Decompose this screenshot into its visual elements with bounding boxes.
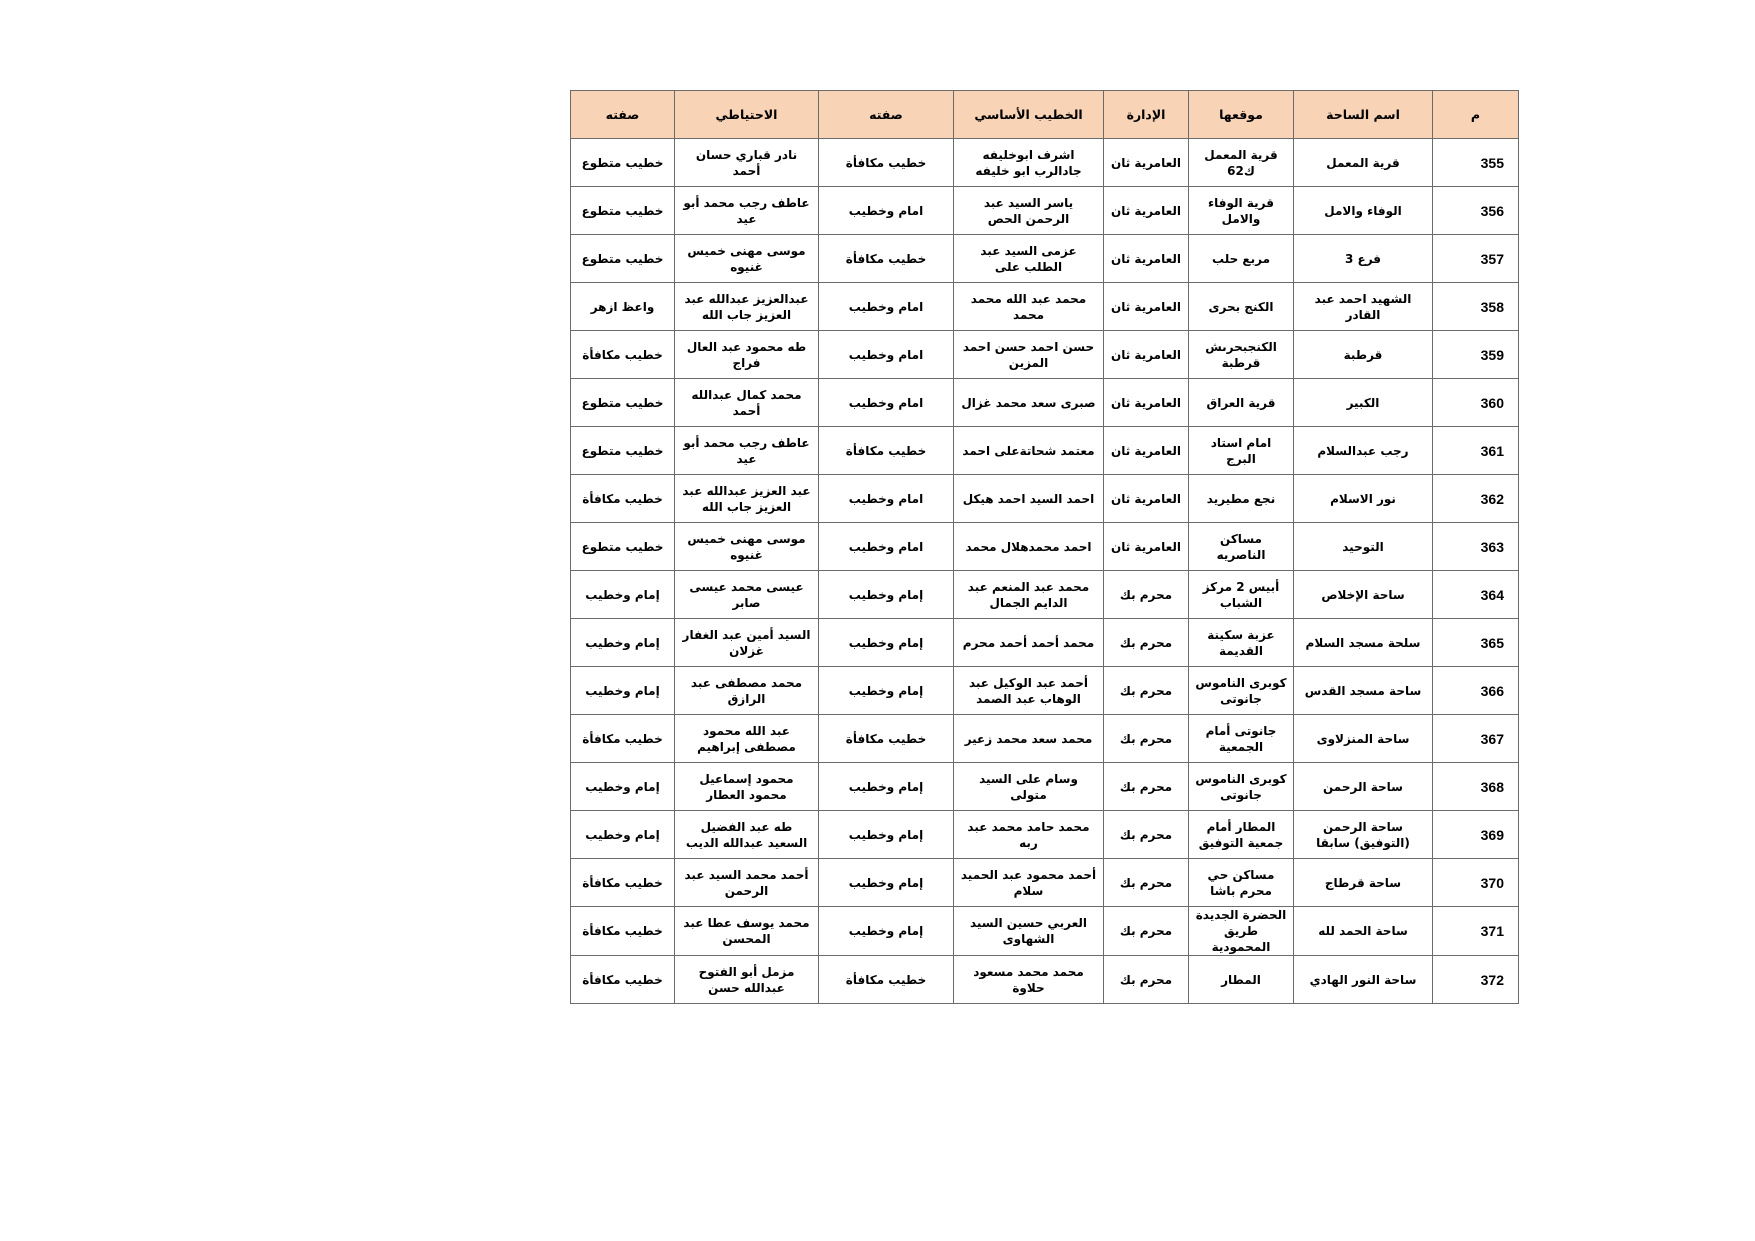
cell-num: 356 [1433, 187, 1519, 235]
cell-square-name: الشهيد احمد عبد القادر [1294, 283, 1433, 331]
cell-main-role: امام وخطيب [819, 379, 954, 427]
cell-backup-role: خطيب مكافأة [571, 907, 675, 956]
cell-main-preacher: معتمد شحاتةعلى احمد [954, 427, 1104, 475]
cell-administration: العامرية ثان [1104, 187, 1189, 235]
cell-location: مساكن الناصريه [1189, 523, 1294, 571]
cell-backup-preacher: محمد كمال عبدالله أحمد [675, 379, 819, 427]
table-header-row [571, 91, 1519, 139]
cell-main-preacher: محمد أحمد أحمد محرم [954, 619, 1104, 667]
cell-backup-preacher: طه محمود عبد العال فراج [675, 331, 819, 379]
cell-administration: محرم بك [1104, 811, 1189, 859]
cell-num: 357 [1433, 235, 1519, 283]
header-main-preacher: الخطيب الأساسي [954, 91, 1104, 139]
cell-main-role: امام وخطيب [819, 523, 954, 571]
cell-administration: العامرية ثان [1104, 379, 1189, 427]
table-row [571, 235, 1519, 283]
cell-square-name: قرطبة [1294, 331, 1433, 379]
cell-square-name: ساحة الحمد لله [1294, 907, 1433, 956]
cell-main-preacher: عزمى السيد عبد الطلب على [954, 235, 1104, 283]
table-row [571, 283, 1519, 331]
table-row [571, 427, 1519, 475]
table-row [571, 619, 1519, 667]
cell-square-name: التوحيد [1294, 523, 1433, 571]
table-row [571, 956, 1519, 1004]
cell-administration: العامرية ثان [1104, 283, 1189, 331]
cell-backup-role: واعظ ازهر [571, 283, 675, 331]
cell-backup-preacher: طه عبد الفضيل السعيد عبدالله الديب [675, 811, 819, 859]
header-square-name: اسم الساحة [1294, 91, 1433, 139]
preachers-table [570, 90, 1519, 1004]
cell-backup-preacher: موسى مهنى خميس غنيوه [675, 523, 819, 571]
header-main-role: صفته [819, 91, 954, 139]
cell-administration: العامرية ثان [1104, 331, 1189, 379]
cell-location: الكنج بحرى [1189, 283, 1294, 331]
cell-backup-role: خطيب متطوع [571, 139, 675, 187]
table-row [571, 571, 1519, 619]
cell-main-preacher: محمد حامد محمد عبد ربه [954, 811, 1104, 859]
cell-backup-role: خطيب مكافأة [571, 859, 675, 907]
cell-backup-role: خطيب مكافأة [571, 475, 675, 523]
table-row [571, 715, 1519, 763]
cell-num: 358 [1433, 283, 1519, 331]
cell-location: المطار [1189, 956, 1294, 1004]
table-row [571, 811, 1519, 859]
header-administration: الإدارة [1104, 91, 1189, 139]
cell-main-role: خطيب مكافأة [819, 139, 954, 187]
cell-main-preacher: محمد محمد مسعود حلاوة [954, 956, 1104, 1004]
cell-num: 371 [1433, 907, 1519, 956]
cell-location: المطار أمام جمعية التوفيق [1189, 811, 1294, 859]
cell-administration: العامرية ثان [1104, 523, 1189, 571]
cell-backup-role: خطيب متطوع [571, 187, 675, 235]
cell-administration: محرم بك [1104, 956, 1189, 1004]
cell-square-name: الكبير [1294, 379, 1433, 427]
header-num: م [1433, 91, 1519, 139]
cell-location: قرية المعمل ك62 [1189, 139, 1294, 187]
cell-administration: محرم بك [1104, 667, 1189, 715]
cell-main-preacher: محمد عبد الله محمد محمد [954, 283, 1104, 331]
cell-num: 362 [1433, 475, 1519, 523]
cell-square-name: ساحة المنزلاوى [1294, 715, 1433, 763]
cell-backup-preacher: السيد أمين عبد الغفار غزلان [675, 619, 819, 667]
cell-square-name: رجب عبدالسلام [1294, 427, 1433, 475]
cell-main-preacher: احمد السيد احمد هيكل [954, 475, 1104, 523]
cell-location: الكنجبحرىش قرطبة [1189, 331, 1294, 379]
cell-backup-preacher: عبدالعزيز عبدالله عبد العزيز جاب الله [675, 283, 819, 331]
cell-administration: العامرية ثان [1104, 475, 1189, 523]
cell-backup-role: خطيب مكافأة [571, 956, 675, 1004]
table-row [571, 187, 1519, 235]
cell-backup-preacher: نادر قباري حسان أحمد [675, 139, 819, 187]
cell-location: عزبة سكينة القديمة [1189, 619, 1294, 667]
cell-administration: محرم بك [1104, 571, 1189, 619]
cell-num: 360 [1433, 379, 1519, 427]
cell-square-name: ساحة الإخلاص [1294, 571, 1433, 619]
cell-main-role: إمام وخطيب [819, 907, 954, 956]
cell-backup-preacher: أحمد محمد السيد عبد الرحمن [675, 859, 819, 907]
cell-main-preacher: محمد سعد محمد زعير [954, 715, 1104, 763]
cell-main-preacher: محمد عبد المنعم عبد الدايم الجمال [954, 571, 1104, 619]
cell-location: جانوتى أمام الجمعية [1189, 715, 1294, 763]
cell-main-role: إمام وخطيب [819, 859, 954, 907]
cell-location: مربع حلب [1189, 235, 1294, 283]
cell-main-role: امام وخطيب [819, 475, 954, 523]
cell-backup-role: خطيب مكافأة [571, 715, 675, 763]
cell-backup-preacher: محمود إسماعيل محمود العطار [675, 763, 819, 811]
cell-main-preacher: احمد محمدهلال محمد [954, 523, 1104, 571]
cell-main-role: خطيب مكافأة [819, 427, 954, 475]
cell-main-preacher: حسن احمد حسن احمد المزين [954, 331, 1104, 379]
cell-backup-preacher: عبد العزيز عبدالله عبد العزيز جاب الله [675, 475, 819, 523]
cell-location: أبيس 2 مركز الشباب [1189, 571, 1294, 619]
cell-backup-preacher: محمد مصطفى عبد الرازق [675, 667, 819, 715]
cell-num: 370 [1433, 859, 1519, 907]
header-backup-role: صفته [571, 91, 675, 139]
cell-square-name: ساحة الرحمن [1294, 763, 1433, 811]
cell-num: 366 [1433, 667, 1519, 715]
cell-square-name: قرية المعمل [1294, 139, 1433, 187]
cell-num: 369 [1433, 811, 1519, 859]
cell-square-name: ساحة النور الهادي [1294, 956, 1433, 1004]
cell-backup-preacher: موسى مهنى خميس غنيوه [675, 235, 819, 283]
cell-square-name: فرع 3 [1294, 235, 1433, 283]
table-row [571, 379, 1519, 427]
table-body [571, 139, 1519, 1004]
cell-location: نجع مطيريد [1189, 475, 1294, 523]
table-row [571, 907, 1519, 956]
header-backup-preacher: الاحتياطي [675, 91, 819, 139]
cell-backup-role: خطيب متطوع [571, 379, 675, 427]
cell-main-preacher: أحمد محمود عبد الحميد سلام [954, 859, 1104, 907]
cell-backup-preacher: مزمل أبو الفتوح عبدالله حسن [675, 956, 819, 1004]
cell-administration: محرم بك [1104, 907, 1189, 956]
cell-administration: محرم بك [1104, 715, 1189, 763]
cell-backup-preacher: عبد الله محمود مصطفى إبراهيم [675, 715, 819, 763]
table-row [571, 523, 1519, 571]
cell-location: مساكن حي محرم باشا [1189, 859, 1294, 907]
cell-backup-role: إمام وخطيب [571, 667, 675, 715]
cell-backup-preacher: عيسى محمد عيسى صابر [675, 571, 819, 619]
cell-num: 361 [1433, 427, 1519, 475]
cell-backup-role: إمام وخطيب [571, 619, 675, 667]
header-location: موقعها [1189, 91, 1294, 139]
cell-main-role: خطيب مكافأة [819, 715, 954, 763]
cell-num: 367 [1433, 715, 1519, 763]
cell-num: 372 [1433, 956, 1519, 1004]
cell-administration: العامرية ثان [1104, 139, 1189, 187]
cell-administration: محرم بك [1104, 859, 1189, 907]
cell-main-preacher: صبرى سعد محمد غزال [954, 379, 1104, 427]
cell-backup-role: خطيب متطوع [571, 427, 675, 475]
table-row [571, 859, 1519, 907]
cell-num: 363 [1433, 523, 1519, 571]
cell-backup-role: خطيب متطوع [571, 235, 675, 283]
cell-main-role: إمام وخطيب [819, 571, 954, 619]
table-row [571, 667, 1519, 715]
cell-square-name: ساحة مسجد القدس [1294, 667, 1433, 715]
table-row [571, 139, 1519, 187]
cell-num: 355 [1433, 139, 1519, 187]
cell-location: الحضرة الجديدة طريق المحمودية [1189, 907, 1294, 956]
cell-backup-preacher: عاطف رجب محمد أبو عيد [675, 427, 819, 475]
cell-main-role: امام وخطيب [819, 187, 954, 235]
cell-location: كوبرى الناموس جانوتى [1189, 763, 1294, 811]
table-row [571, 763, 1519, 811]
cell-administration: محرم بك [1104, 763, 1189, 811]
cell-main-preacher: اشرف ابوخليفه جادالرب ابو خليفه [954, 139, 1104, 187]
cell-square-name: ساحة الرحمن (التوفيق) سابقا [1294, 811, 1433, 859]
cell-backup-role: خطيب مكافأة [571, 331, 675, 379]
cell-square-name: الوفاء والامل [1294, 187, 1433, 235]
cell-num: 364 [1433, 571, 1519, 619]
cell-main-preacher: وسام على السيد متولى [954, 763, 1104, 811]
cell-main-role: إمام وخطيب [819, 619, 954, 667]
cell-backup-role: إمام وخطيب [571, 763, 675, 811]
cell-backup-role: إمام وخطيب [571, 571, 675, 619]
cell-main-role: امام وخطيب [819, 283, 954, 331]
cell-main-role: إمام وخطيب [819, 811, 954, 859]
cell-main-role: إمام وخطيب [819, 667, 954, 715]
cell-main-preacher: أحمد عبد الوكيل عبد الوهاب عبد الصمد [954, 667, 1104, 715]
cell-backup-role: إمام وخطيب [571, 811, 675, 859]
cell-main-role: خطيب مكافأة [819, 235, 954, 283]
cell-location: امام استاد البرج [1189, 427, 1294, 475]
cell-main-role: خطيب مكافأة [819, 956, 954, 1004]
cell-square-name: نور الاسلام [1294, 475, 1433, 523]
cell-main-preacher: العربي حسين السيد الشهاوى [954, 907, 1104, 956]
cell-square-name: سلحة مسجد السلام [1294, 619, 1433, 667]
cell-location: كوبرى الناموس جانوتى [1189, 667, 1294, 715]
cell-administration: محرم بك [1104, 619, 1189, 667]
table-row [571, 475, 1519, 523]
cell-num: 368 [1433, 763, 1519, 811]
cell-main-preacher: ياسر السيد عبد الرحمن الحص [954, 187, 1104, 235]
cell-num: 365 [1433, 619, 1519, 667]
cell-backup-preacher: محمد يوسف عطا عبد المحسن [675, 907, 819, 956]
cell-location: قرية العراق [1189, 379, 1294, 427]
table-row [571, 331, 1519, 379]
cell-num: 359 [1433, 331, 1519, 379]
cell-administration: العامرية ثان [1104, 235, 1189, 283]
cell-backup-role: خطيب متطوع [571, 523, 675, 571]
cell-main-role: امام وخطيب [819, 331, 954, 379]
cell-location: قرية الوفاء والامل [1189, 187, 1294, 235]
cell-square-name: ساحة قرطاج [1294, 859, 1433, 907]
cell-main-role: إمام وخطيب [819, 763, 954, 811]
cell-administration: العامرية ثان [1104, 427, 1189, 475]
cell-backup-preacher: عاطف رجب محمد أبو عيد [675, 187, 819, 235]
